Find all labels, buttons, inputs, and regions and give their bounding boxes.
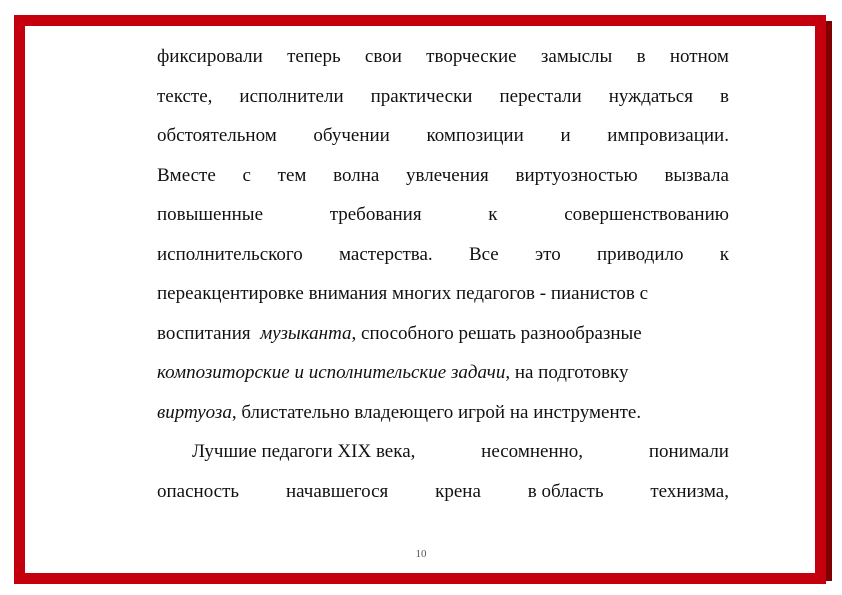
line-text [157,360,629,386]
text-line-12 [157,479,729,519]
word: тем [277,164,307,186]
word: нуждаться [608,85,693,107]
line-text [157,321,642,347]
word: виртуозностью [515,164,638,186]
word: это [535,243,561,265]
word: несомненно, [481,441,584,462]
text-line-7 [157,281,729,321]
word: свои [364,46,402,67]
word: совершенствованию [564,204,729,225]
text-line-2 [157,84,729,124]
line-text: переакцентировке внимания многих педагогов - пианистов с [157,283,649,304]
text-line-8 [157,321,729,361]
word: и [560,125,571,146]
text-line-1 [157,44,729,84]
word: обучении [313,125,390,146]
text-line-3 [157,123,729,163]
text-line-4 [157,163,729,203]
page-number: 10 [415,548,427,560]
emphasis-text: виртуоза [157,401,232,423]
word: фиксировали [157,46,263,67]
word: мастерства. [339,243,433,265]
word: понимали [648,441,729,462]
word: требования [329,204,422,225]
word: исполнители [239,85,344,107]
text-line-10 [157,400,729,440]
word: тексте, [157,85,213,107]
word: к [488,204,498,225]
plain-text: , блистательно владеющего игрой на инструменте. [231,401,642,423]
word: теперь [287,46,341,67]
word: обстоятельном [157,125,277,146]
word: опасность [157,480,240,502]
word: повышенные [157,204,264,225]
word: к [719,243,729,265]
text-line-9 [157,360,729,400]
emphasis-text: музыканта [260,322,352,344]
word: Лучшие педагоги XIX века, [192,441,416,462]
word: в область [527,480,604,502]
word: Вместе [157,164,216,186]
plain-text: , способного решать разнообразные [351,322,642,344]
word: практически [370,85,473,107]
word: нотном [669,46,729,67]
document-text [157,44,729,518]
word: Все [468,243,499,265]
word: волна [333,164,380,186]
word: творческие [426,46,517,67]
word: технизма, [650,480,729,502]
emphasis-text: композиторские и исполнительские задачи [157,362,506,383]
word: исполнительского [157,243,303,265]
word: замыслы [540,46,613,67]
word: увлечения [406,164,489,186]
word: перестали [499,85,582,107]
plain-text: , на подготовку [505,362,629,383]
word: в [719,85,729,107]
text-line-11 [157,439,729,479]
word: в [636,46,646,67]
word: импровизации. [607,125,729,146]
text-line-6 [157,242,729,282]
text-line-5 [157,202,729,242]
line-text [157,400,641,426]
word: вызвала [664,164,729,186]
word: с [242,164,251,186]
word: начавшегося [285,480,389,502]
word: композиции [426,125,524,146]
word: приводило [597,243,684,265]
plain-text: воспитания [157,322,251,344]
word: крена [435,480,481,502]
